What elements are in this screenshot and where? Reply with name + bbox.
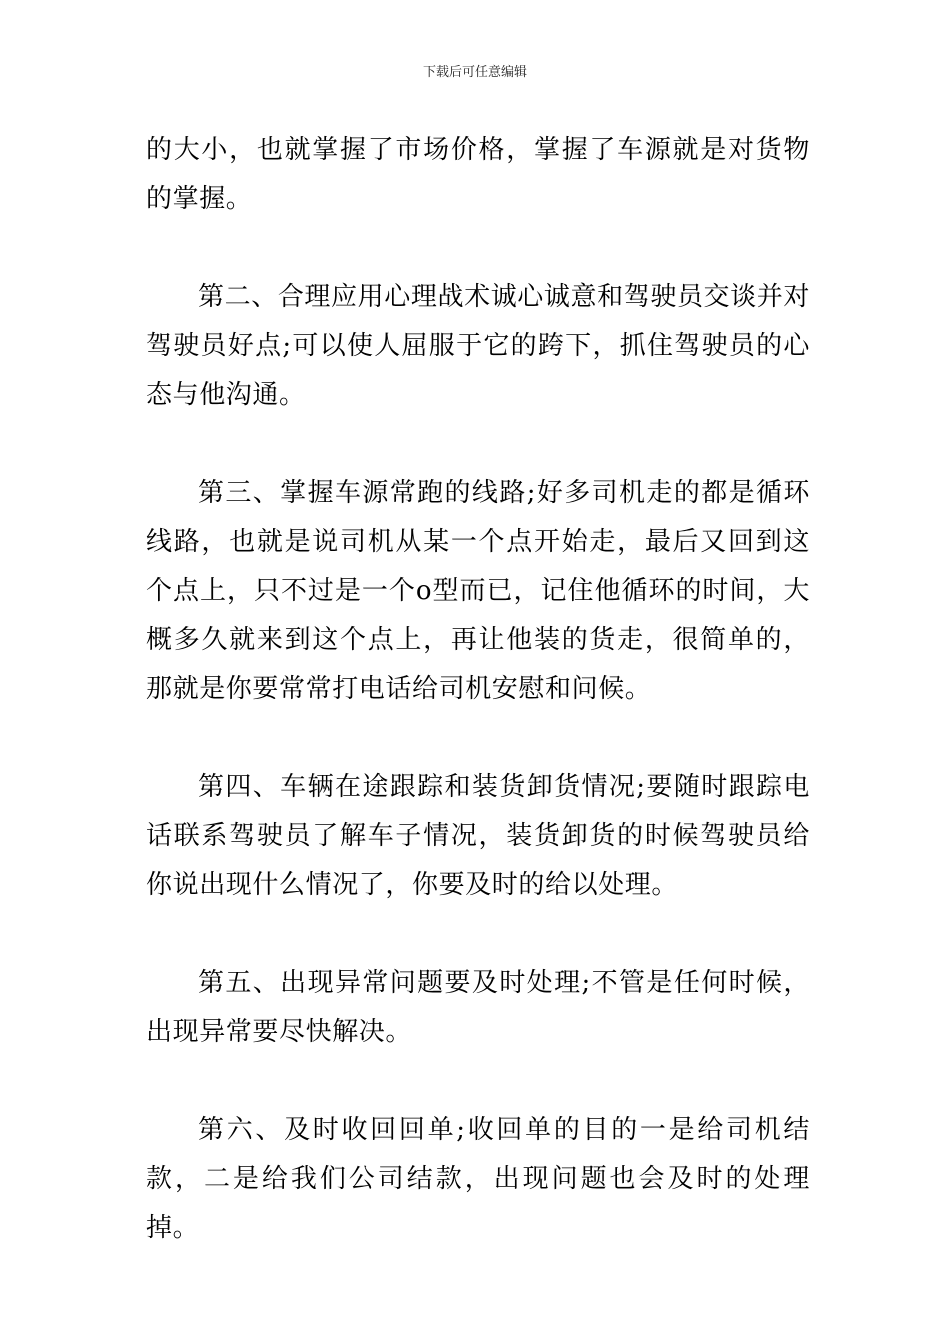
- paragraph-gap: [146, 910, 810, 959]
- paragraph-point-three: 第三、掌握车源常跑的线路;好多司机走的都是循环线路，也就是说司机从某一个点开始走，最后又回到这个点上，只不过是一个o型而已，记住他循环的时间，大概多久就来到这个点上，再让他装的货走，很简单的，那就是你要常常打电话给司机安慰和问候。: [146, 478, 810, 704]
- paragraph-point-six: 第六、及时收回回单;收回单的目的一是给司机结款，二是给我们公司结款，出现问题也会及时的处理掉。: [146, 1115, 810, 1243]
- paragraph-gap: [146, 1057, 810, 1106]
- paragraph-point-four: 第四、车辆在途跟踪和装货卸货情况;要随时跟踪电话联系驾驶员了解车子情况，装货卸货的时候驾驶员给你说出现什么情况了，你要及时的给以处理。: [146, 772, 810, 900]
- paragraph-gap: [146, 420, 810, 469]
- paragraph-point-five: 第五、出现异常问题要及时处理;不管是任何时候，出现异常要尽快解决。: [146, 968, 810, 1047]
- paragraph-gap: [146, 224, 810, 273]
- document-body: [146, 126, 810, 1253]
- page-header-note: 下载后可任意编辑: [422, 65, 527, 80]
- paragraph-gap: [146, 714, 810, 763]
- paragraph-point-two: 第二、合理应用心理战术诚心诚意和驾驶员交谈并对驾驶员好点;可以使人屈服于它的跨下，抓住驾驶员的心态与他沟通。: [146, 282, 810, 410]
- paragraph-market-price: 的大小，也就掌握了市场价格，掌握了车源就是对货物的掌握。: [146, 135, 810, 214]
